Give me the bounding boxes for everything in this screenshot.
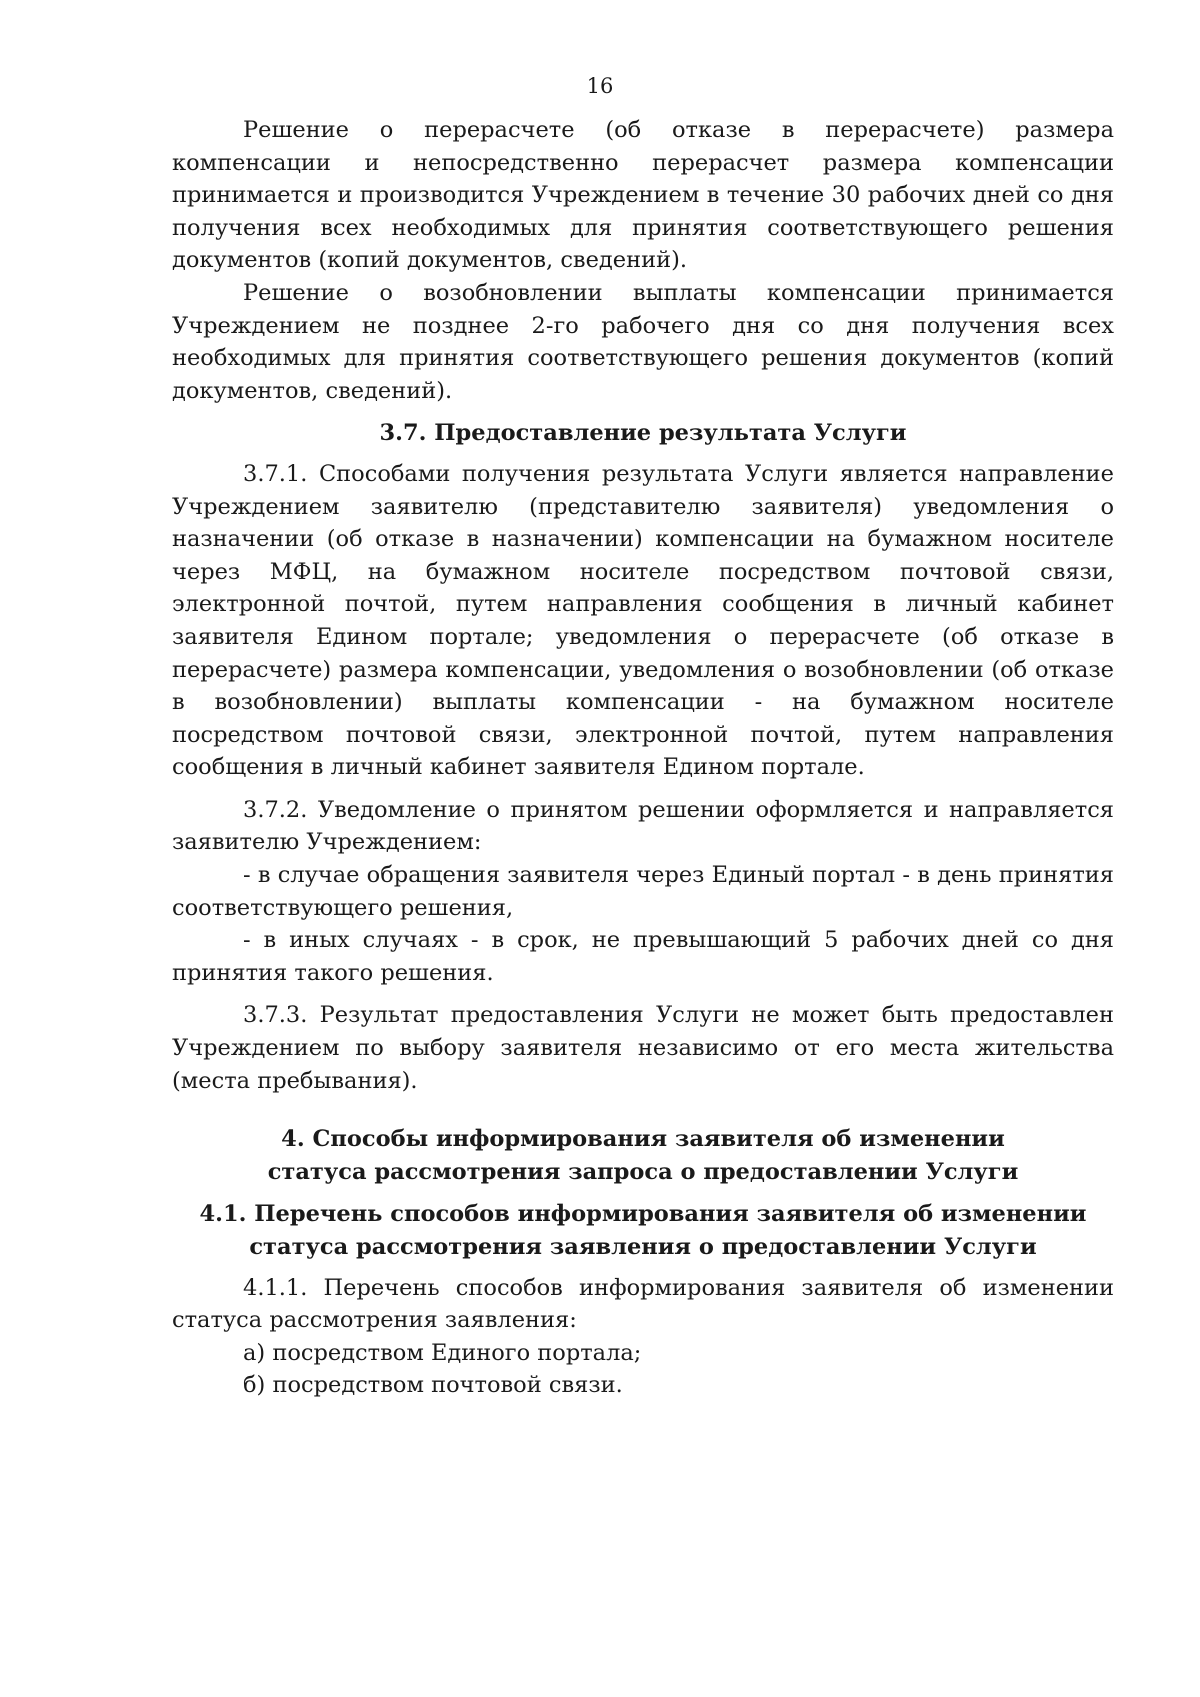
section-4-1-heading: 4.1. Перечень способов информирования заявителя об изменении статуса рассмотрения заявления о предоставлении Услуги <box>199 1201 1087 1260</box>
list-item-b: б) посредством почтовой связи. <box>243 1372 623 1399</box>
paragraph-3-7-2-item-other: - в иных случаях - в срок, не превышающий 5 рабочих дней со дня принятия такого решения. <box>172 927 1114 986</box>
list-item-a: а) посредством Единого портала; <box>243 1339 642 1366</box>
paragraph-resumption: Решение о возобновлении выплаты компенсации принимается Учреждением не позднее 2-го рабочего дня со дня получения всех необходимых для принятия соответствующего решения документов (копий документов, сведений). <box>172 279 1114 404</box>
paragraph-4-1-1: 4.1.1. Перечень способов информирования заявителя об изменении статуса рассмотрения заявления: <box>172 1274 1114 1334</box>
section-4-heading: 4. Способы информирования заявителя об изменении статуса рассмотрения запроса о предоставлении Услуги <box>267 1126 1019 1185</box>
section-3-7-heading: 3.7. Предоставление результата Услуги <box>379 420 907 447</box>
page-number: 16 <box>586 74 614 98</box>
paragraph-3-7-3: 3.7.3. Результат предоставления Услуги не может быть предоставлен Учреждением по выбору заявителя независимо от его места жительства (места пребывания). <box>172 1002 1114 1094</box>
paragraph-recalculation: Решение о перерасчете (об отказе в перерасчете) размера компенсации и непосредственно перерасчет размера компенсации принимается и производится Учреждением в течение 30 рабочих дней со дня получения всех необходимых для принятия соответствующего решения документов (копий документов, сведений). <box>172 117 1114 274</box>
paragraph-3-7-2: 3.7.2. Уведомление о принятом решении оформляется и направляется заявителю Учреждением: <box>172 796 1114 856</box>
paragraph-3-7-2-item-portal: - в случае обращения заявителя через Единый портал - в день принятия соответствующего решения, <box>172 862 1114 921</box>
document-body <box>172 114 1114 1402</box>
paragraph-3-7-1: 3.7.1. Способами получения результата Услуги является направление Учреждением заявителю (представителю заявителя) уведомления о назначении (об отказе в назначении) компенсации на бумажном носителе через МФЦ, на бумажном носителе посредством почтовой связи, электронной почтой, путем направления сообщения в личный кабинет заявителя Едином портале; уведомления о перерасчете (об отказе в перерасчете) размера компенсации, уведомления о возобновлении (об отказе в возобновлении) выплаты компенсации - на бумажном носителе посредством почтовой связи, электронной почтой, путем направления сообщения в личный кабинет заявителя Едином портале. <box>172 460 1114 781</box>
